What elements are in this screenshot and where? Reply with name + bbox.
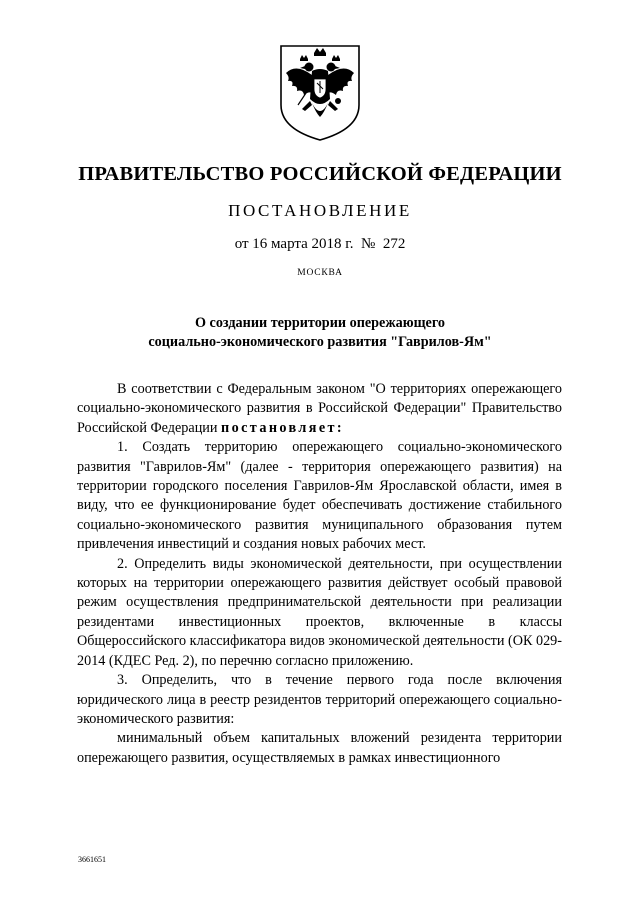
paragraph-1: 1. Создать территорию опережающего социально-экономического развития "Гаврилов-Ям" (далее - территория опережающего развития) на территории городского поселения Гаврилов-Ям Ярославской области, имея в виду, что ее функционирование будет обеспечивать достижение стабильного социально-экономического развития муниципального образования путем привлечения инвестиций и создания новых рабочих мест. (77, 439, 562, 553)
intro-text: В соответствии с Федеральным законом "О территориях опережающего социально-экономического развития в Российской Федерации" Правительство Российской Федерации (77, 381, 562, 436)
paragraph-2: 2. Определить виды экономической деятельности, при осуществлении которых на территории опережающего развития действует особый правовой режим осуществления предпринимательской деятельности при реализации резидентами инвестиционных проектов, включенные в классы Общероссийского классификатора видов экономической деятельности (ОК 029-2014 (КДЕС Ред. 2), по перечню согласно приложению. (77, 555, 562, 669)
paragraph-4: минимальный объем капитальных вложений резидента территории опережающего развития, осуществляемых в рамках инвестиционного (77, 730, 562, 766)
document-city: МОСКВА (297, 268, 343, 278)
document-body (77, 380, 562, 768)
organization-title: ПРАВИТЕЛЬСТВО РОССИЙСКОЙ ФЕДЕРАЦИИ (78, 163, 562, 185)
coat-of-arms-icon (278, 43, 362, 143)
subject-line-1: О создании территории опережающего (194, 315, 446, 331)
document-type: ПОСТАНОВЛЕНИЕ (228, 201, 412, 220)
document-code: 3661651 (78, 855, 106, 864)
paragraph-intro (77, 380, 562, 438)
document-subject (0, 314, 640, 352)
subject-line-2: социально-экономического развития "Гаврилов-Ям" (148, 334, 492, 350)
document-date-number: от 16 марта 2018 г. № 272 (234, 236, 406, 252)
decree-word: постановляет: (221, 419, 345, 436)
paragraph-3: 3. Определить, что в течение первого года после включения юридического лица в реестр резидентов территорий опережающего социально-экономического развития: (77, 672, 562, 727)
